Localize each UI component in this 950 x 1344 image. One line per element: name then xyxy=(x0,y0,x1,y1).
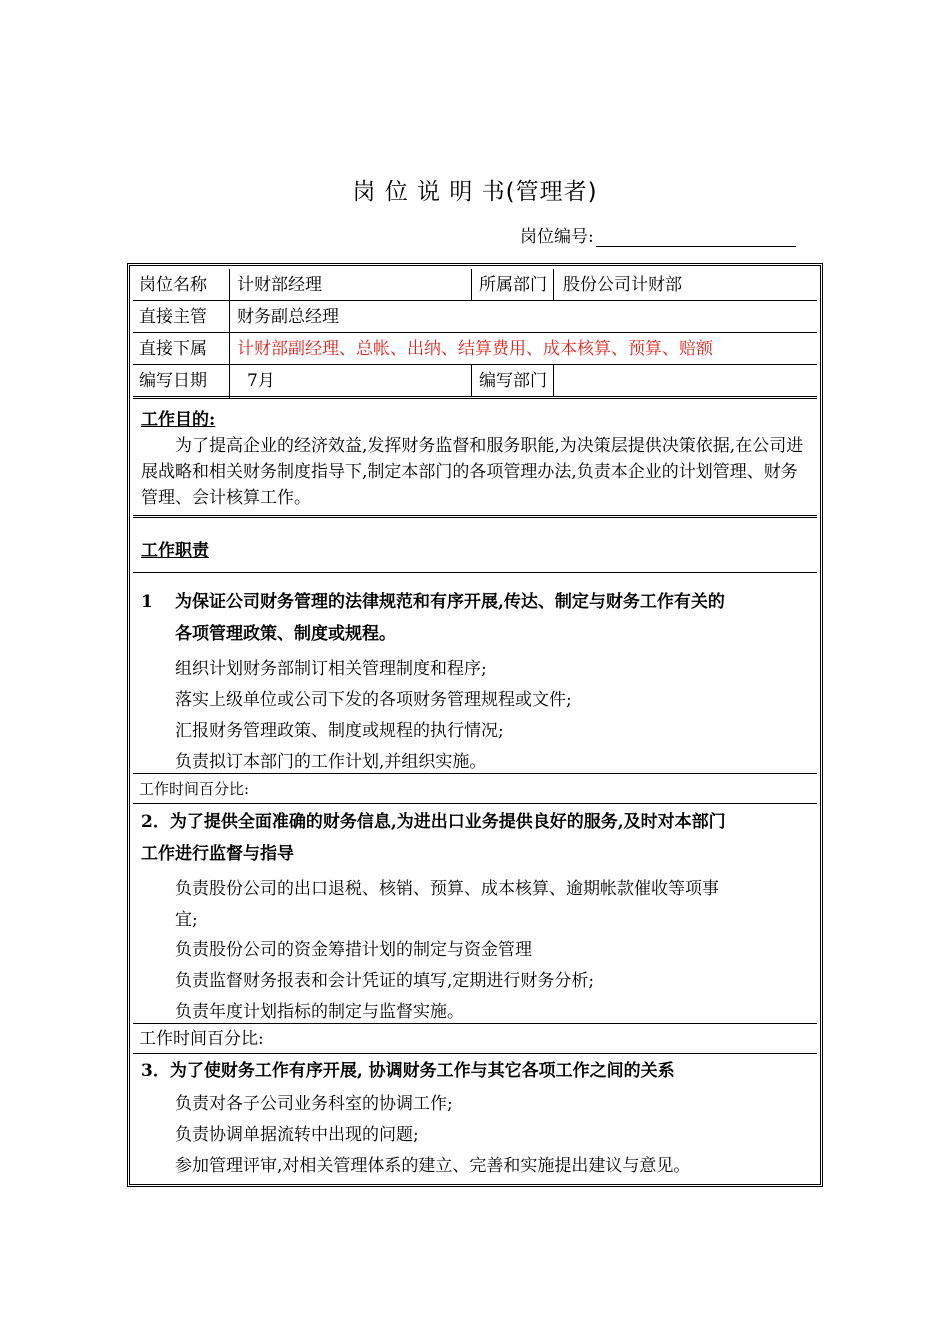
section-2-heading-cont: 工作进行监督与指导 xyxy=(141,844,294,864)
author-dept-label: 编写部门 xyxy=(479,371,547,391)
purpose-heading: 工作目的: xyxy=(141,410,216,430)
purpose-text: 为了提高企业的经济效益,发挥财务监督和服务职能,为决策层提供决策依据,在公司进展战略和相关财务制度指导下,制定本部门的各项管理办法,负责本企业的计划管理、财务管理、会计核算工作。 xyxy=(141,436,804,508)
department-value: 股份公司计财部 xyxy=(563,275,682,295)
job-description-table xyxy=(127,263,823,1187)
section-1-item: 负责拟订本部门的工作计划,并组织实施。 xyxy=(175,752,487,772)
section-2-item: 负责监督财务报表和会计凭证的填写,定期进行财务分析; xyxy=(175,971,595,991)
post-number xyxy=(520,222,796,247)
section-2-item: 负责股份公司的出口退税、核销、预算、成本核算、逾期帐款催收等项事 xyxy=(175,879,719,899)
supervisor-value: 财务副总经理 xyxy=(237,307,339,327)
post-number-blank xyxy=(596,230,796,247)
department-label: 所属部门 xyxy=(479,275,547,295)
section-1-time-label: 工作时间百分比: xyxy=(139,780,250,798)
post-name-value: 计财部经理 xyxy=(237,275,322,295)
duties-heading: 工作职责 xyxy=(141,541,209,561)
section-3-heading: 3．为了使财务工作有序开展, 协调财务工作与其它各项工作之间的关系 xyxy=(141,1061,675,1081)
section-1-heading-cont: 各项管理政策、制度或规程。 xyxy=(175,624,396,644)
supervisor-label: 直接主管 xyxy=(139,307,207,327)
document-title: 岗 位 说 明 书(管理者) xyxy=(352,179,598,205)
section-3-item: 负责协调单据流转中出现的问题; xyxy=(175,1125,419,1145)
section-3-item: 负责对各子公司业务科室的协调工作; xyxy=(175,1094,453,1114)
section-1-number: 1 xyxy=(141,592,153,612)
section-1-heading: 为保证公司财务管理的法律规范和有序开展,传达、制定与财务工作有关的 xyxy=(175,592,725,612)
subordinate-value: 计财部副经理、总帐、出纳、结算费用、成本核算、预算、赔额 xyxy=(237,339,713,359)
section-2-item-cont: 宜; xyxy=(175,910,198,930)
date-value: 7月 xyxy=(247,371,275,391)
post-name-label: 岗位名称 xyxy=(139,275,207,295)
section-1-item: 落实上级单位或公司下发的各项财务管理规程或文件; xyxy=(175,690,572,710)
section-1-item: 组织计划财务部制订相关管理制度和程序; xyxy=(175,659,487,679)
date-label: 编写日期 xyxy=(139,371,207,391)
section-3-item: 参加管理评审,对相关管理体系的建立、完善和实施提出建议与意见。 xyxy=(175,1156,691,1176)
section-2-heading: 2．为了提供全面准确的财务信息,为进出口业务提供良好的服务,及时对本部门 xyxy=(141,812,726,832)
section-2-item: 负责年度计划指标的制定与监督实施。 xyxy=(175,1002,464,1022)
subordinate-label: 直接下属 xyxy=(139,339,207,359)
post-number-label: 岗位编号: xyxy=(520,227,594,247)
section-2-item: 负责股份公司的资金筹措计划的制定与资金管理 xyxy=(175,940,532,960)
section-2-time-label: 工作时间百分比: xyxy=(139,1029,264,1049)
section-1-item: 汇报财务管理政策、制度或规程的执行情况; xyxy=(175,721,504,741)
